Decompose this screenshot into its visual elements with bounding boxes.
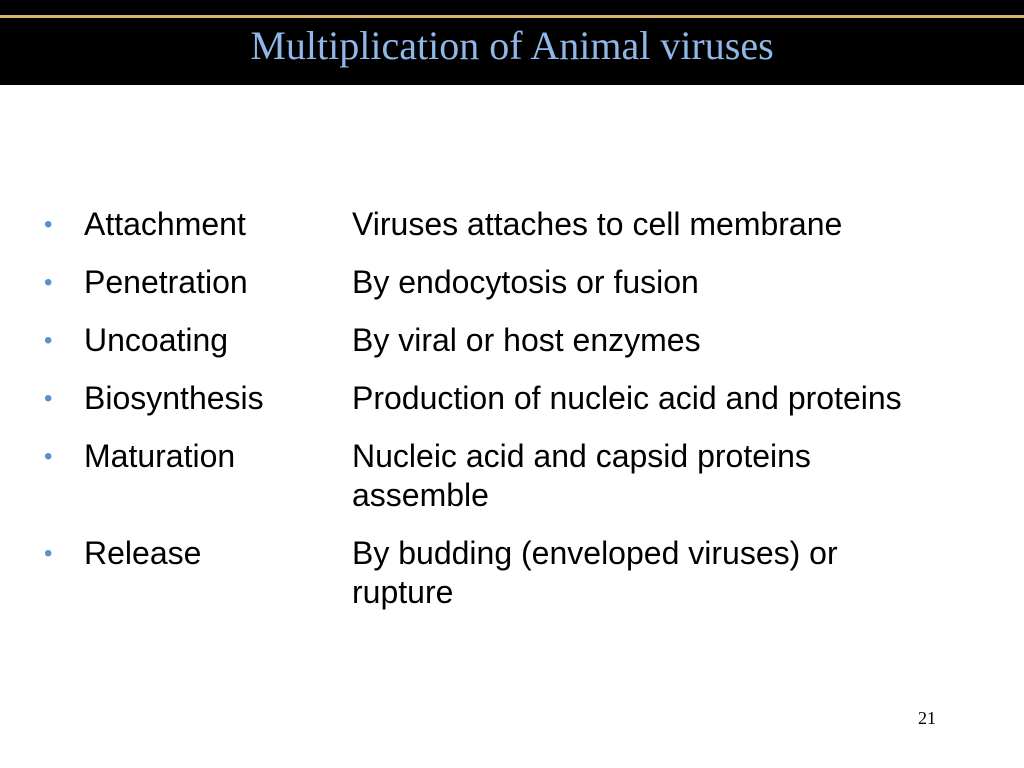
list-item	[0, 321, 1024, 360]
bullet-icon: •	[44, 540, 53, 567]
list-item	[0, 205, 1024, 244]
list-item	[0, 379, 1024, 418]
item-description	[352, 379, 1002, 418]
bullet-icon: •	[44, 443, 53, 470]
list-item	[0, 534, 1024, 612]
item-description	[352, 263, 1002, 302]
item-term: Uncoating	[84, 322, 229, 358]
bullet-list	[0, 205, 1024, 631]
list-item	[0, 263, 1024, 302]
description-line: rupture	[352, 574, 454, 610]
item-term: Attachment	[84, 206, 246, 242]
list-item	[0, 437, 1024, 515]
description-line: assemble	[352, 477, 489, 513]
title-bar	[0, 0, 1024, 85]
bullet-icon: •	[44, 327, 53, 354]
item-term: Penetration	[84, 264, 248, 300]
description-line: Production of nucleic acid and proteins	[352, 380, 902, 416]
title-rule	[0, 15, 1024, 18]
bullet-icon: •	[44, 269, 53, 296]
item-term: Biosynthesis	[84, 380, 264, 416]
bullet-icon: •	[44, 211, 53, 238]
description-line: By endocytosis or fusion	[352, 264, 699, 300]
item-description	[352, 534, 1002, 612]
page-number: 21	[918, 708, 936, 728]
description-line: By viral or host enzymes	[352, 322, 701, 358]
item-term: Release	[84, 535, 202, 571]
description-line: Viruses attaches to cell membrane	[352, 206, 843, 242]
item-description	[352, 321, 1002, 360]
item-term: Maturation	[84, 438, 236, 474]
bullet-icon: •	[44, 385, 53, 412]
item-description	[352, 437, 1002, 515]
slide-title: Multiplication of Animal viruses	[250, 23, 774, 68]
description-line: By budding (enveloped viruses) or	[352, 535, 838, 571]
item-description	[352, 205, 1002, 244]
description-line: Nucleic acid and capsid proteins	[352, 438, 811, 474]
